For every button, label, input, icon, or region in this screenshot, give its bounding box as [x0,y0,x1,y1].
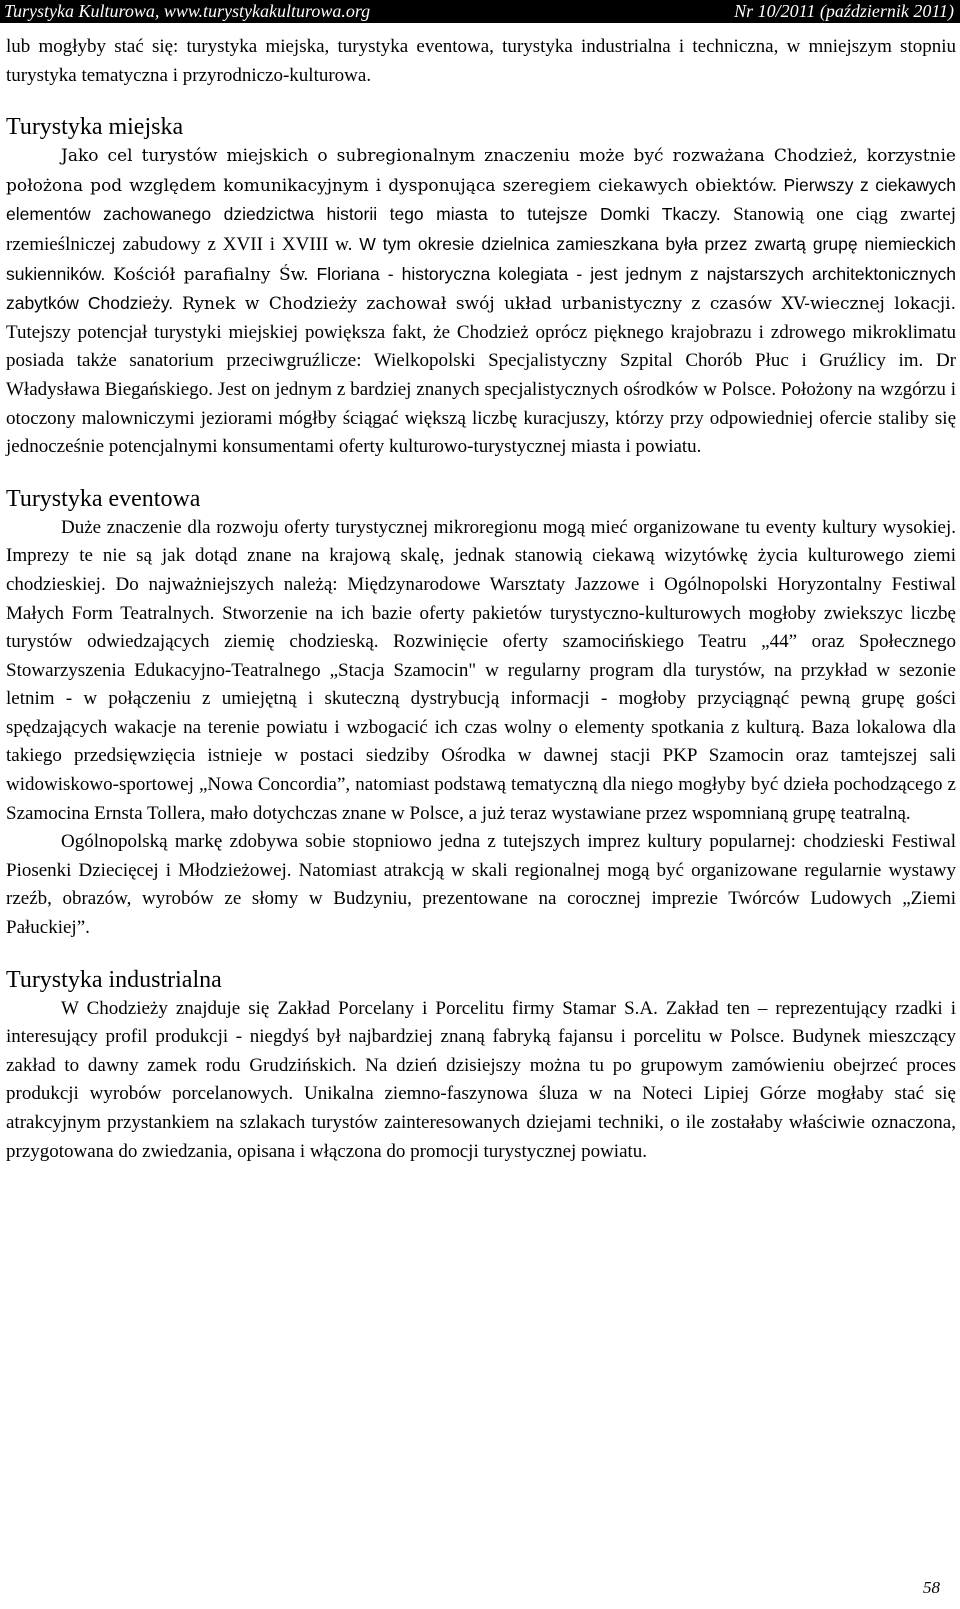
heading-turystyka-industrialna: Turystyka industrialna [6,966,222,993]
sentence: Stanowią one ciąg zwartej rzemieślniczej zabudowy z XVII i XVIII w. [6,204,956,255]
sentence: Kościół parafialny Św. [113,264,309,285]
sentence: Tutejszy potencjał turystyki miejskiej powiększa fakt, że Chodzież oprócz pięknego krajobrazu i zdrowego mikroklimatu posiada także sanatorium przeciwgruźlicze: Wielkopolski Specjalistyczny Szpital Chorób Płuc i Gruźlicy im. Dr Władysława Biegańskiego. Jest on jednym z bardziej znanych specjalistycznych ośrodków w Polsce. Położony na wzgórzu i otoczony malowniczymi jeziorami mógłby ściągać większą liczbę kuracjuszy, którzy przy odpowiedniej ofercie staliby się jednocześnie potencjalnymi konsumentami oferty kulturowo-turystycznej miasta i powiatu. [6,321,956,458]
running-header [0,0,960,23]
sentence: Pierwszy z ciekawych elementów zachowanego dziedzictwa historii tego miasta to tutejsze Domki Tkaczy. [6,174,956,225]
journal-title: Turystyka Kulturowa, www.turystykakulturowa.org [4,1,371,21]
paragraph-eventowa-2: Ogólnopolską markę zdobywa sobie stopniowo jedna z tutejszych imprez kultury popularnej: chodzieski Festiwal Piosenki Dziecięcej i Młodzieżowej. Natomiast atrakcją w skali regionalnej mogą być organizowane regularnie wystawy rzeźb, obrazów, wyrobów ze słomy w Budzyniu, prezentowane na corocznej imprezie Twórców Ludowych „Ziemi Pałuckiej”. [6,831,956,939]
page-number: 58 [923,1578,940,1597]
sentence: Rynek w Chodzieży zachował swój układ urbanistyczny z czasów XV-wiecznej lokacji. [181,294,956,315]
heading-turystyka-eventowa: Turystyka eventowa [6,485,201,512]
paragraph-eventowa-1: Duże znaczenie dla rozwoju oferty turystycznej mikroregionu mogą mieć organizowane tu eventy kultury wysokiej. Imprezy te nie są jak dotąd znane na krajową skalę, jednak stanowią ciekawą wizytówkę życia kulturowego ziemi chodzieskiej. Do najważniejszych należą: Międzynarodowe Warsztaty Jazzowe i Ogólnopolski Horyzontalny Festiwal Małych Form Teatralnych. Stworzenie na ich bazie oferty pakietów turystyczno-kulturowych mogłoby zwiekszyc liczbę turystów odwiedzających ziemię chodzieską. Rozwinięcie oferty szamocińskiego Teatru „44” oraz Społecznego Stowarzyszenia Edukacyjno-Teatralnego „Stacja Szamocin" w regularny program dla turystów, na przykład w sezonie letnim - w połączeniu z umiejętną i skuteczną dystrybucją informacji - mogłoby przyciągnąć pewną grupę gości spędzających wakacje na terenie powiatu i wzbogacić ich czas wolny o elementy spotkania z kulturą. Baza lokalowa dla takiego przedsięwzięcia istnieje w postaci siedziby Ośrodka w dawnej stacji PKP Szamocin oraz tamtejszej sali widowiskowo-sportowej „Nowa Concordia”, natomiast podstawą tematyczną dla niego mogłyby być dzieła pochodzącego z Szamocina Ernsta Tollera, mało dotychczas znane w Polsce, a już teraz wystawiane przez wspomnianą grupę teatralną. [6,516,956,824]
paragraph-miejska [6,142,956,462]
article-body [6,33,956,1166]
sentence: Floriana - historyczna kolegiata - jest jednym z najstarszych architektonicznych zabytków Chodzieży. [6,263,957,314]
issue-number: Nr 10/2011 (październik 2011) [734,1,954,21]
sentence: Jako cel turystów miejskich o subregionalnym znaczeniu może być rozważana Chodzież, korzystnie położona pod względem komunikacyjnym i dysponująca szeregiem ciekawych obiektów. [6,146,956,196]
intro-paragraph: lub mogłyby stać się: turystyka miejska, turystyka eventowa, turystyka industrialna i techniczna, w mniejszym stopniu turystyka tematyczna i przyrodniczo-kulturowa. [6,36,956,86]
sentence: W tym okresie dzielnica zamieszkana była przez zwartą grupę niemieckich sukienników. [6,233,956,284]
heading-turystyka-miejska: Turystyka miejska [6,114,184,141]
paragraph-industrialna: W Chodzieży znajduje się Zakład Porcelany i Porcelitu firmy Stamar S.A. Zakład ten – reprezentujący rzadki i interesujący profil produkcji - niegdyś był najbardziej znaną fabryką fajansu i porcelitu w Polsce. Budynek mieszczący zakład to dawny zamek rodu Grudzińskich. Na dzień dzisiejszy można tu po grupowym zamówieniu obejrzeć proces produkcji wyrobów porcelanowych. Unikalna ziemno-faszynowa śluza w na Noteci Lipiej Górze mogłaby stać się atrakcyjnym przystankiem na szlakach turystów zainteresowanych dziejami techniki, o ile zostałaby właściwie oznaczona, przygotowana do zwiedzania, opisana i włączona do promocji turystycznej powiatu. [6,997,956,1162]
